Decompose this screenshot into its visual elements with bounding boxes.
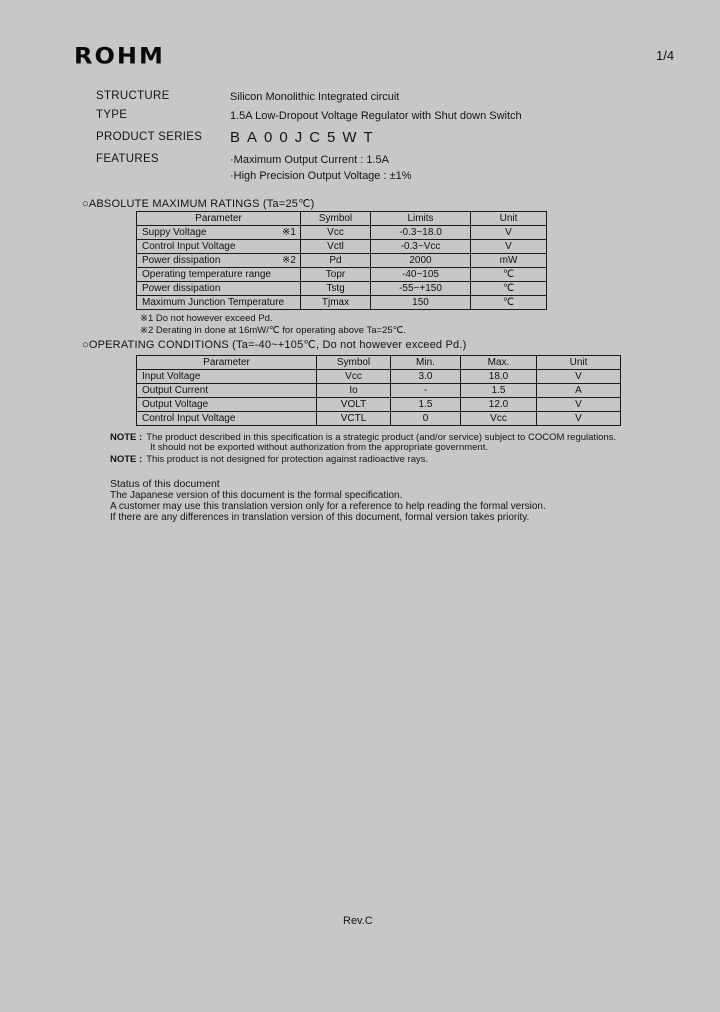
param-text: Power dissipation [142, 255, 221, 266]
table-header-row [137, 356, 621, 370]
param-cell: Input Voltage [137, 370, 317, 384]
table-row [137, 296, 547, 310]
max-cell: Vcc [461, 412, 537, 426]
table-row [137, 282, 547, 296]
max-cell: 12.0 [461, 398, 537, 412]
note-ref: ※1 [282, 227, 296, 238]
param-cell [137, 296, 301, 310]
min-cell: - [391, 384, 461, 398]
symbol-cell: Vcc [317, 370, 391, 384]
status-line: If there are any differences in translation version of this document, formal version takes priority. [110, 512, 530, 523]
radioactive-note-line [110, 454, 428, 465]
param-text: Suppy Voltage [142, 227, 207, 238]
symbol-cell: Io [317, 384, 391, 398]
note-text: It should not be exported without authorization from the appropriate government. [150, 442, 488, 453]
header-unit: Unit [537, 356, 621, 370]
unit-cell: A [537, 384, 621, 398]
unit-cell: ℃ [471, 268, 547, 282]
abs-max-table [136, 211, 547, 310]
symbol-cell: VCTL [317, 412, 391, 426]
unit-cell: V [537, 412, 621, 426]
structure-label: STRUCTURE [96, 90, 170, 102]
op-cond-table [136, 355, 621, 426]
param-cell: Control Input Voltage [137, 412, 317, 426]
param-cell [137, 240, 301, 254]
page-number: 1/4 [656, 48, 675, 63]
note-text: The product described in this specification is a strategic product (and/or service) subject to COCOM regulations. [146, 432, 617, 443]
abs-max-note-2: ※2 Derating in done at 16mW/℃ for operating above Ta=25℃. [140, 325, 406, 336]
param-cell [137, 282, 301, 296]
symbol-cell: Vctl [301, 240, 371, 254]
note-text: This product is not designed for protection against radioactive rays. [146, 454, 429, 465]
structure-value: Silicon Monolithic Integrated circuit [230, 91, 400, 103]
header-min: Min. [391, 356, 461, 370]
param-text: Control Input Voltage [142, 241, 236, 252]
table-row [137, 240, 547, 254]
param-text: Maximum Junction Temperature [142, 297, 285, 308]
unit-cell: V [471, 226, 547, 240]
param-text: Operating temperature range [142, 269, 271, 280]
abs-max-section-title: ○ABSOLUTE MAXIMUM RATINGS (Ta=25℃) [82, 198, 315, 210]
table-row [137, 268, 547, 282]
param-text: Power dissipation [142, 283, 221, 294]
feature-item: ·High Precision Output Voltage : ±1% [230, 170, 412, 182]
symbol-cell: VOLT [317, 398, 391, 412]
table-row [137, 398, 621, 412]
header-parameter: Parameter [137, 356, 317, 370]
table-header-row [137, 212, 547, 226]
cocom-note-line-2 [150, 442, 488, 453]
symbol-cell: Tstg [301, 282, 371, 296]
header-symbol: Symbol [317, 356, 391, 370]
param-cell: Output Current [137, 384, 317, 398]
symbol-cell: Topr [301, 268, 371, 282]
limits-cell: -0.3~18.0 [371, 226, 471, 240]
unit-cell: V [471, 240, 547, 254]
table-row [137, 412, 621, 426]
type-value: 1.5A Low-Dropout Voltage Regulator with Shut down Switch [230, 110, 522, 122]
note-label: NOTE : [110, 432, 143, 443]
limits-cell: -40~105 [371, 268, 471, 282]
limits-cell: 150 [371, 296, 471, 310]
max-cell: 18.0 [461, 370, 537, 384]
unit-cell: mW [471, 254, 547, 268]
unit-cell: ℃ [471, 282, 547, 296]
product-series-label: PRODUCT SERIES [96, 131, 203, 143]
feature-item: ·Maximum Output Current : 1.5A [230, 154, 389, 166]
min-cell: 1.5 [391, 398, 461, 412]
header-unit: Unit [471, 212, 547, 226]
table-row [137, 384, 621, 398]
note-label: NOTE : [110, 454, 143, 465]
param-cell [137, 268, 301, 282]
product-series-value: BA00JC5WT [230, 129, 380, 146]
param-cell: Output Voltage [137, 398, 317, 412]
param-cell [137, 254, 301, 268]
features-label: FEATURES [96, 153, 159, 165]
min-cell: 3.0 [391, 370, 461, 384]
abs-max-note-1: ※1 Do not however exceed Pd. [140, 313, 273, 324]
symbol-cell: Pd [301, 254, 371, 268]
note-ref: ※2 [282, 255, 296, 266]
max-cell: 1.5 [461, 384, 537, 398]
limits-cell: -0.3~Vcc [371, 240, 471, 254]
op-cond-section-title: ○OPERATING CONDITIONS (Ta=-40~+105℃, Do not however exceed Pd.) [82, 339, 467, 351]
param-cell [137, 226, 301, 240]
status-line: The Japanese version of this document is the formal specification. [110, 490, 403, 501]
status-line: A customer may use this translation version only for a reference to help reading the formal version. [110, 501, 546, 512]
revision-label: Rev.C [343, 915, 373, 927]
unit-cell: V [537, 370, 621, 384]
unit-cell: V [537, 398, 621, 412]
table-row [137, 370, 621, 384]
table-row [137, 254, 547, 268]
limits-cell: -55~+150 [371, 282, 471, 296]
status-title: Status of this document [110, 478, 220, 490]
symbol-cell: Vcc [301, 226, 371, 240]
rohm-logo: ROHM [74, 43, 165, 69]
limits-cell: 2000 [371, 254, 471, 268]
table-row [137, 226, 547, 240]
header-limits: Limits [371, 212, 471, 226]
min-cell: 0 [391, 412, 461, 426]
header-parameter: Parameter [137, 212, 301, 226]
header-symbol: Symbol [301, 212, 371, 226]
unit-cell: ℃ [471, 296, 547, 310]
header-max: Max. [461, 356, 537, 370]
type-label: TYPE [96, 109, 128, 121]
symbol-cell: Tjmax [301, 296, 371, 310]
